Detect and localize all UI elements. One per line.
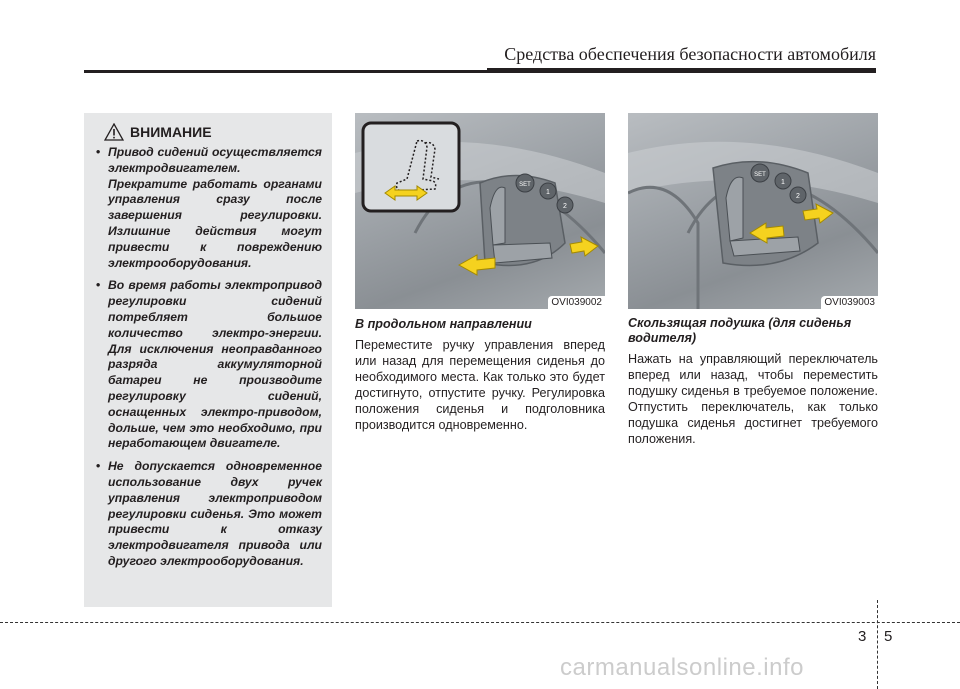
warning-item: • Привод сидений осуществляется электродвигателем. Прекратите работать органами управления сразу после завершения регулировки. Излишние действия могут привести к повреждению электрооборудования.	[96, 145, 322, 271]
section-body: Нажать на управляющий переключатель вперед или назад, чтобы переместить подушку сиденья в требуемое положение. Отпустить переключатель, как только подушка сиденья достигнет требуемого положения.	[628, 352, 878, 446]
figure-cushion-extension-photo	[628, 113, 878, 309]
section-number: 3	[858, 628, 867, 645]
seat-control-panel	[713, 162, 818, 266]
page-number: 5	[884, 628, 893, 645]
page-header-title: Средства обеспечения безопасности автомобиля	[504, 44, 876, 64]
warning-item: • Не допускается одновременное использование двух ручек управления электроприводом регулировки сиденья. Это может привести к отказу электродвигателя привода или другого электрооборудования.	[96, 459, 322, 570]
memory-1-button-label: 1	[546, 189, 550, 196]
section-subtitle: В продольном направлении	[355, 317, 532, 331]
warning-item: • Во время работы электропривод регулировки сидений потребляет большое количество электро-энергии. Для исключения неоправданного разряда аккумуляторной батареи не производите регулировку сидений, оснащенных электро-приводом, дольше, чем это необходимо, при неработающем двигателе.	[96, 278, 322, 452]
footer-divider	[877, 600, 878, 689]
watermark: carmanualsonline.info	[560, 654, 804, 681]
header-rule-thick	[487, 68, 876, 73]
seat-slide-inset	[363, 123, 459, 211]
figure-seat-slide-photo	[355, 113, 605, 309]
footer-rule	[0, 622, 960, 623]
memory-2-button-label: 2	[563, 203, 567, 210]
warning-title: ВНИМАНИЕ	[130, 124, 212, 140]
warning-header	[104, 123, 322, 141]
warning-triangle-icon	[104, 123, 124, 141]
memory-1-button-label: 1	[781, 179, 785, 186]
memory-2-button-label: 2	[796, 193, 800, 200]
warning-box	[84, 113, 332, 607]
set-button-label: SET	[754, 172, 766, 178]
section-subtitle: Скользящая подушка (для сиденья водителя)	[628, 316, 852, 345]
figure-code: OVI039003	[821, 296, 878, 309]
section-cushion	[628, 316, 878, 447]
set-button-label: SET	[519, 182, 531, 188]
section-body: Переместите ручку управления вперед или назад для перемещения сиденья до необходимого места. Как только это будет достигнуто, отпустите ручку. Регулировка положения сиденья и подголовника производится одновременно.	[355, 338, 605, 432]
section-longitudinal	[355, 316, 605, 433]
figure-code: OVI039002	[548, 296, 605, 309]
warning-list	[96, 145, 322, 570]
